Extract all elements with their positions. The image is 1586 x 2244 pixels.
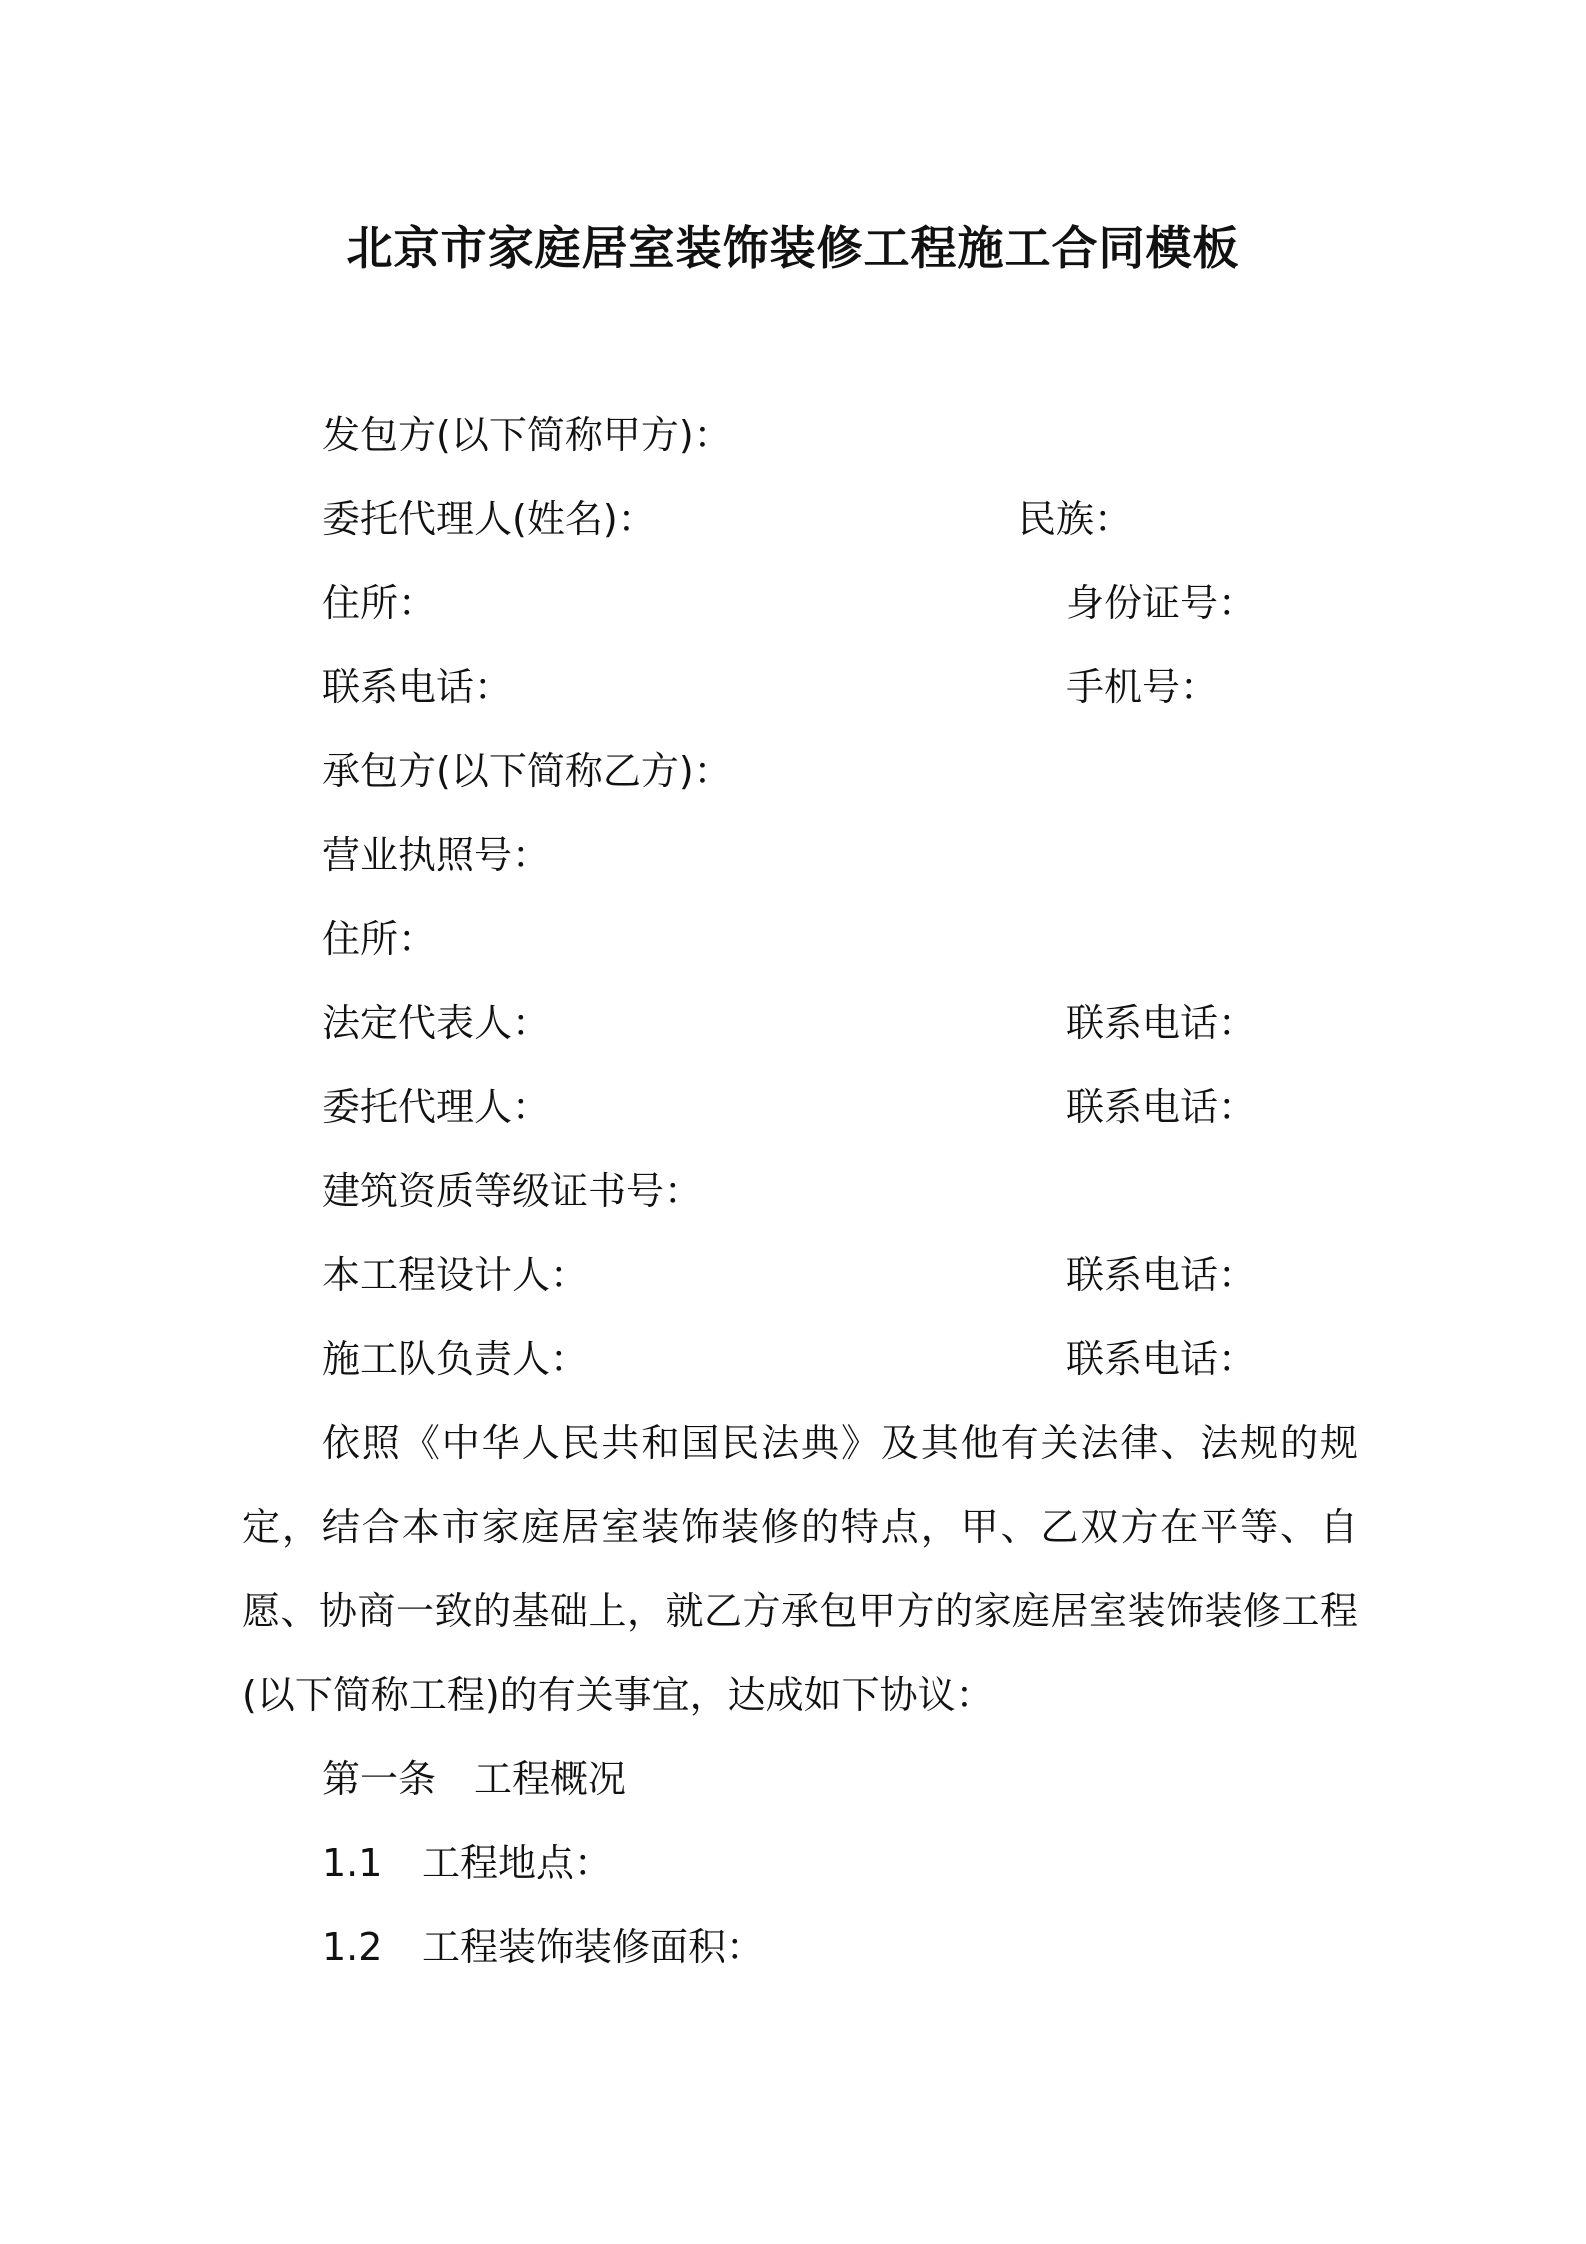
party-b-legal-rep-phone-label: 联系电话： bbox=[1066, 1001, 1257, 1045]
party-b-qualification-label: 建筑资质等级证书号： bbox=[322, 1169, 703, 1213]
party-b-heading: 承包方(以下简称乙方)： bbox=[322, 749, 732, 793]
party-a-agent-label: 委托代理人(姓名)： bbox=[322, 497, 656, 541]
party-b-address-label: 住所： bbox=[322, 917, 437, 961]
clause-text: 工程地点： bbox=[422, 1841, 613, 1885]
party-b-license-label: 营业执照号： bbox=[322, 833, 551, 877]
party-b-legal-rep-label: 法定代表人： bbox=[322, 1001, 551, 1045]
party-a-address-label: 住所： bbox=[322, 581, 437, 625]
party-a-id-number-label: 身份证号： bbox=[1066, 581, 1257, 625]
party-a-ethnicity-label: 民族： bbox=[1018, 497, 1133, 541]
party-b-designer-phone-label: 联系电话： bbox=[1066, 1253, 1257, 1297]
party-b-team-leader-label: 施工队负责人： bbox=[322, 1337, 589, 1381]
party-a-heading: 发包方(以下简称甲方)： bbox=[322, 413, 732, 457]
document-title: 北京市家庭居室装饰装修工程施工合同模板 bbox=[346, 221, 1240, 275]
clause-number: 1.1 bbox=[322, 1841, 383, 1885]
party-b-agent-phone-label: 联系电话： bbox=[1066, 1085, 1257, 1129]
party-b-agent-label: 委托代理人： bbox=[322, 1085, 551, 1129]
article-1-heading: 第一条 工程概况 bbox=[322, 1757, 627, 1801]
preamble-paragraph: 依照《中华人民共和国民法典》及其他有关法律、法规的规定，结合本市家庭居室装饰装修的特点，甲、乙双方在平等、自愿、协商一致的基础上，就乙方承包甲方的家庭居室装饰装修工程(以下简称工程)的有关事宜，达成如下协议： bbox=[242, 1421, 1358, 1717]
party-a-phone-label: 联系电话： bbox=[322, 665, 513, 709]
party-b-designer-label: 本工程设计人： bbox=[322, 1253, 589, 1297]
clause-1-2 bbox=[322, 1922, 764, 1972]
clause-text: 工程装饰装修面积： bbox=[422, 1925, 765, 1969]
clause-number: 1.2 bbox=[322, 1925, 383, 1969]
clause-1-1 bbox=[322, 1838, 612, 1888]
party-b-team-leader-phone-label: 联系电话： bbox=[1066, 1337, 1257, 1381]
party-a-mobile-label: 手机号： bbox=[1066, 665, 1219, 709]
